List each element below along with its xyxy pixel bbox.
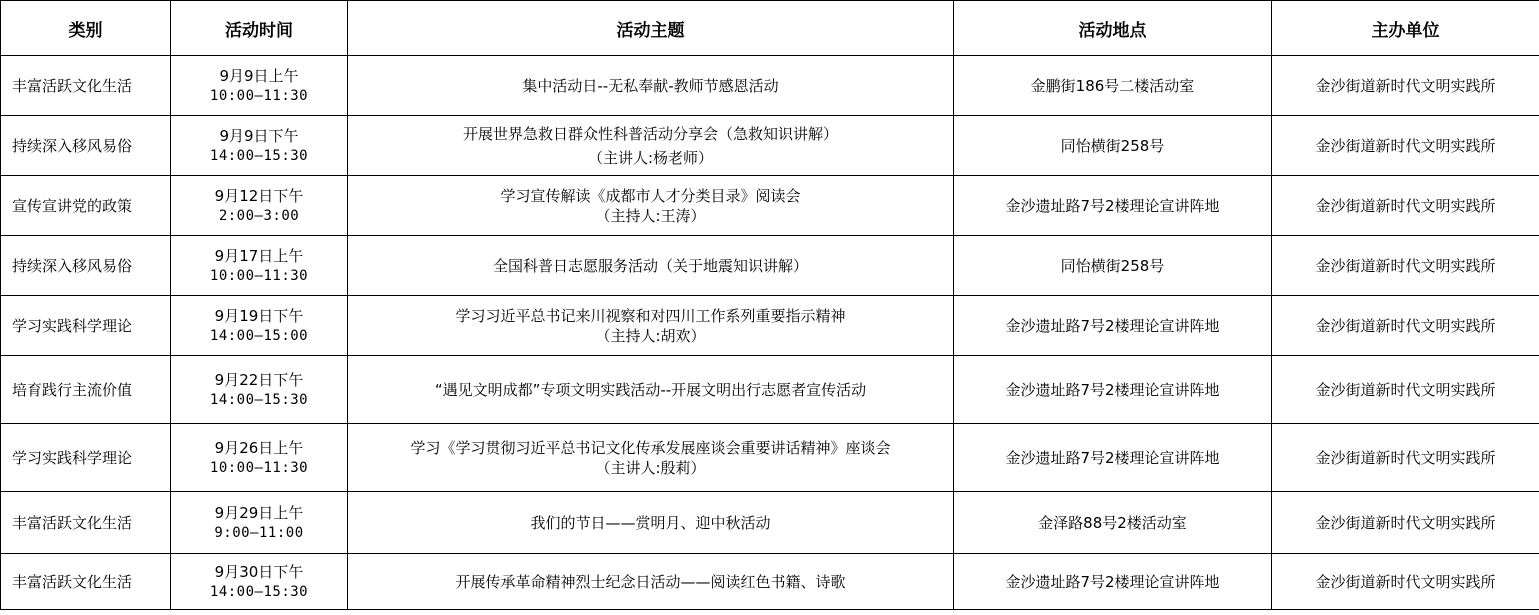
place-cell: 金沙遗址路7号2楼理论宣讲阵地 [954,554,1272,610]
topic-cell [348,296,954,356]
topic-speaker: （主讲人:杨老师） [587,148,714,167]
place-cell: 同怡横街258号 [954,236,1272,296]
topic-title: 集中活动日--无私奉献-教师节感恩活动 [522,76,779,95]
category-cell: 丰富活跃文化生活 [1,56,171,116]
table-row [1,356,1539,424]
place-cell: 金沙遗址路7号2楼理论宣讲阵地 [954,356,1272,424]
category-cell: 持续深入移风易俗 [1,236,171,296]
category-cell: 学习实践科学理论 [1,296,171,356]
time-cell [171,116,348,176]
header-place: 活动地点 [954,1,1272,56]
date-text: 9月12日下午 [214,186,304,205]
header-organizer: 主办单位 [1272,1,1539,56]
place-cell: 同怡横街258号 [954,116,1272,176]
header-time: 活动时间 [171,1,348,56]
table-row [1,176,1539,236]
date-text: 9月30日下午 [214,562,304,581]
table-row [1,424,1539,492]
category-cell: 培育践行主流价值 [1,356,171,424]
organizer-cell: 金沙街道新时代文明实践所 [1272,356,1539,424]
organizer-cell: 金沙街道新时代文明实践所 [1272,492,1539,554]
organizer-cell: 金沙街道新时代文明实践所 [1272,554,1539,610]
date-text: 9月29日上午 [214,503,304,522]
topic-title: 学习《学习贯彻习近平总书记文化传承发展座谈会重要讲话精神》座谈会 [410,438,891,457]
topic-cell [348,424,954,492]
topic-speaker: （主持人:胡欢） [595,326,706,345]
time-cell [171,176,348,236]
time-range-text: 10:00—11:30 [209,87,309,104]
time-range-text: 14:00—15:30 [209,391,309,408]
time-cell [171,236,348,296]
organizer-cell: 金沙街道新时代文明实践所 [1272,116,1539,176]
organizer-cell: 金沙街道新时代文明实践所 [1272,236,1539,296]
table-row [1,236,1539,296]
topic-title: 全国科普日志愿服务活动（关于地震知识讲解） [492,256,808,275]
topic-cell [348,554,954,610]
table-row [1,56,1539,116]
topic-cell [348,56,954,116]
date-text: 9月26日上午 [214,438,304,457]
topic-speaker: （主讲人:殷莉） [595,458,706,477]
organizer-cell: 金沙街道新时代文明实践所 [1272,56,1539,116]
topic-title: 开展世界急救日群众性科普活动分享会（急救知识讲解） [462,124,838,143]
table-row [1,116,1539,176]
topic-title: 开展传承革命精神烈士纪念日活动——阅读红色书籍、诗歌 [455,572,846,591]
topic-title: 学习宣传解读《成都市人才分类目录》阅读会 [500,186,801,205]
date-text: 9月22日下午 [214,370,304,389]
topic-title: 我们的节日——赏明月、迎中秋活动 [530,513,771,532]
date-text: 9月9日下午 [219,126,299,145]
time-cell [171,492,348,554]
place-cell: 金沙遗址路7号2楼理论宣讲阵地 [954,424,1272,492]
time-range-text: 14:00—15:00 [209,327,309,344]
table-row [1,554,1539,610]
table-row [1,492,1539,554]
place-cell: 金沙遗址路7号2楼理论宣讲阵地 [954,176,1272,236]
place-cell: 金沙遗址路7号2楼理论宣讲阵地 [954,296,1272,356]
date-text: 9月17日上午 [214,246,304,265]
place-cell: 金泽路88号2楼活动室 [954,492,1272,554]
time-cell [171,56,348,116]
date-text: 9月9日上午 [219,66,299,85]
topic-cell [348,116,954,176]
category-cell: 丰富活跃文化生活 [1,492,171,554]
organizer-cell: 金沙街道新时代文明实践所 [1272,176,1539,236]
topic-cell [348,236,954,296]
topic-cell [348,492,954,554]
time-range-text: 10:00—11:30 [209,267,309,284]
category-cell: 学习实践科学理论 [1,424,171,492]
topic-speaker: （主持人:王涛） [595,206,706,225]
topic-title: “遇见文明成都”专项文明实践活动--开展文明出行志愿者宣传活动 [434,380,867,399]
header-topic: 活动主题 [348,1,954,56]
time-range-text: 14:00—15:30 [209,583,309,600]
topic-cell [348,176,954,236]
time-cell [171,356,348,424]
date-text: 9月19日下午 [214,306,304,325]
table-body [1,56,1539,610]
time-range-text: 2:00—3:00 [218,207,300,224]
header-row [1,1,1539,56]
time-cell [171,296,348,356]
header-category: 类别 [1,1,171,56]
table-row [1,296,1539,356]
topic-cell [348,356,954,424]
time-cell [171,424,348,492]
place-cell: 金鹏街186号二楼活动室 [954,56,1272,116]
topic-title: 学习习近平总书记来川视察和对四川工作系列重要指示精神 [455,306,846,325]
time-range-text: 10:00—11:30 [209,459,309,476]
category-cell: 丰富活跃文化生活 [1,554,171,610]
category-cell: 持续深入移风易俗 [1,116,171,176]
time-range-text: 14:00—15:30 [209,147,309,164]
category-cell: 宣传宣讲党的政策 [1,176,171,236]
time-range-text: 9:00—11:00 [214,524,304,541]
organizer-cell: 金沙街道新时代文明实践所 [1272,424,1539,492]
organizer-cell: 金沙街道新时代文明实践所 [1272,296,1539,356]
time-cell [171,554,348,610]
